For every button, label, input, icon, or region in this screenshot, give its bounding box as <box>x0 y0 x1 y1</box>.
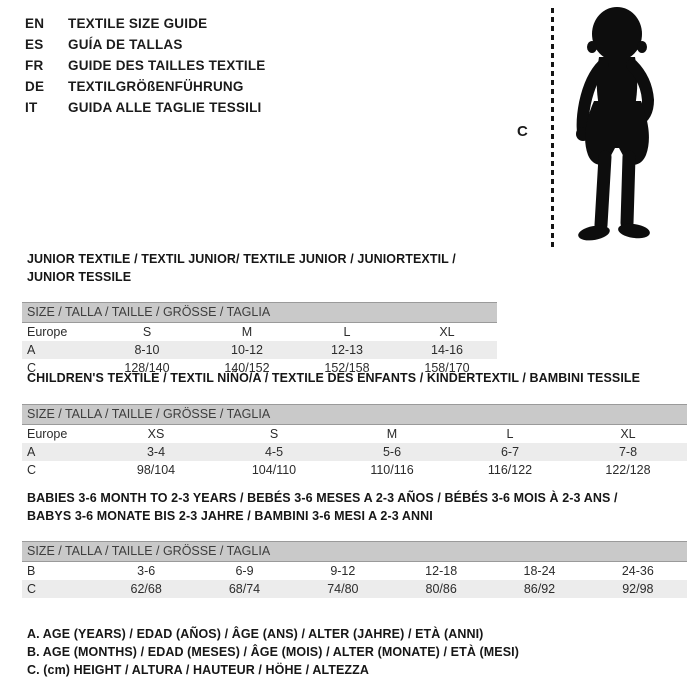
size-table-junior <box>22 302 497 377</box>
language-code: DE <box>25 79 45 94</box>
cell: 4-5 <box>264 444 284 459</box>
cell: 158/170 <box>424 361 470 375</box>
section-title-line: BABIES 3-6 MONTH TO 2-3 YEARS / BEBÉS 3-6 MESES A 2-3 AÑOS / BÉBÉS 3-6 MOIS À 2-3 ANS / <box>27 491 618 505</box>
cell: 122/128 <box>605 462 651 477</box>
table-row <box>22 562 687 580</box>
cell: 104/110 <box>251 462 297 477</box>
cell: 24-36 <box>621 564 654 578</box>
cell: 9-12 <box>330 564 356 578</box>
section-title-line: CHILDREN'S TEXTILE / TEXTIL NIÑO/A / TEXTILE DES ENFANTS / KINDERTEXTIL / BAMBINI TESSILE <box>27 371 641 385</box>
language-list <box>25 13 266 118</box>
footnote: C. (cm) HEIGHT / ALTURA / HAUTEUR / HÖHE / ALTEZZA <box>27 663 370 677</box>
cell: XL <box>620 426 636 441</box>
cell: 128/140 <box>124 361 170 375</box>
language-row <box>25 34 266 55</box>
cell: 152/158 <box>324 361 370 375</box>
footnote: A. AGE (YEARS) / EDAD (AÑOS) / ÂGE (ANS) / ALTER (JAHRE) / ETÀ (ANNI) <box>27 627 484 641</box>
section-title-line: BABYS 3-6 MONATE BIS 2-3 JAHRE / BAMBINI 3-6 MESI A 2-3 ANNI <box>27 508 433 523</box>
row-label: Europe <box>27 325 68 339</box>
footnote: B. AGE (MONTHS) / EDAD (MESES) / ÂGE (MOIS) / ALTER (MONATE) / ETÀ (MESI) <box>27 645 520 659</box>
section-babies <box>22 490 687 598</box>
cell: 6-9 <box>235 564 254 578</box>
cell: 62/68 <box>130 582 162 596</box>
cell: 80/86 <box>425 582 457 596</box>
table-row <box>22 425 687 443</box>
row-label: C <box>27 361 37 375</box>
language-row <box>25 13 266 34</box>
table-row <box>22 443 687 461</box>
cell: 8-10 <box>134 343 160 357</box>
cell: 3-6 <box>137 564 156 578</box>
language-title: GUIDE DES TAILLES TEXTILE <box>68 58 266 73</box>
cell: 10-12 <box>231 343 263 357</box>
cell: 12-13 <box>331 343 363 357</box>
footnotes <box>27 625 519 679</box>
table-row <box>22 341 497 359</box>
section-children <box>22 370 687 479</box>
cell: S <box>142 325 152 339</box>
cell: 92/98 <box>622 582 654 596</box>
cell: 68/74 <box>228 582 261 596</box>
cell: 12-18 <box>425 564 458 578</box>
cell: 5-6 <box>382 444 402 459</box>
cell: 98/104 <box>136 462 176 477</box>
cell: 7-8 <box>618 444 638 459</box>
row-label: A <box>27 444 36 459</box>
table-row <box>22 461 687 479</box>
cell: M <box>386 426 398 441</box>
cell: M <box>241 325 253 339</box>
language-title: GUIDA ALLE TAGLIE TESSILI <box>68 100 262 115</box>
row-label: C <box>27 462 37 477</box>
size-table-children <box>22 404 687 479</box>
section-title-line: JUNIOR TEXTILE / TEXTIL JUNIOR/ TEXTILE JUNIOR / JUNIORTEXTIL / JUNIOR TESSILE <box>27 252 456 284</box>
section-title <box>27 490 687 525</box>
section-junior <box>22 251 497 377</box>
cell: XL <box>439 325 455 339</box>
cell: 14-16 <box>431 343 463 357</box>
size-header-bar: SIZE / TALLA / TAILLE / GRÖSSE / TAGLIA <box>22 302 497 323</box>
row-label: A <box>27 343 36 357</box>
height-label-c: C <box>517 123 528 140</box>
language-code: EN <box>25 16 45 31</box>
cell: L <box>506 426 514 441</box>
table-row <box>22 323 497 341</box>
height-dashed-line <box>551 8 554 248</box>
baby-silhouette-icon <box>566 5 668 247</box>
cell: 86/92 <box>523 582 556 596</box>
language-row <box>25 97 266 118</box>
cell: 18-24 <box>523 564 556 578</box>
size-header-bar: SIZE / TALLA / TAILLE / GRÖSSE / TAGLIA <box>22 541 687 562</box>
cell: L <box>343 325 351 339</box>
cell: 6-7 <box>500 444 520 459</box>
cell: 3-4 <box>146 444 166 459</box>
language-row <box>25 76 266 97</box>
section-title <box>27 251 497 286</box>
cell: S <box>269 426 279 441</box>
row-label: C <box>27 582 37 596</box>
table-row <box>22 580 687 598</box>
language-code: FR <box>25 58 44 73</box>
row-label: Europe <box>27 426 68 441</box>
language-code: ES <box>25 37 44 52</box>
cell: 74/80 <box>327 582 359 596</box>
language-title: GUÍA DE TALLAS <box>68 37 183 52</box>
size-table-babies <box>22 541 687 598</box>
size-header-bar: SIZE / TALLA / TAILLE / GRÖSSE / TAGLIA <box>22 404 687 425</box>
cell: 140/152 <box>224 361 270 375</box>
language-row <box>25 55 266 76</box>
language-title: TEXTILGRÖßENFÜHRUNG <box>68 79 244 94</box>
cell: 110/116 <box>370 462 414 477</box>
language-code: IT <box>25 100 38 115</box>
language-title: TEXTILE SIZE GUIDE <box>68 16 208 31</box>
section-title <box>27 370 687 388</box>
cell: 116/122 <box>487 462 533 477</box>
cell: XS <box>147 426 165 441</box>
row-label: B <box>27 564 36 578</box>
